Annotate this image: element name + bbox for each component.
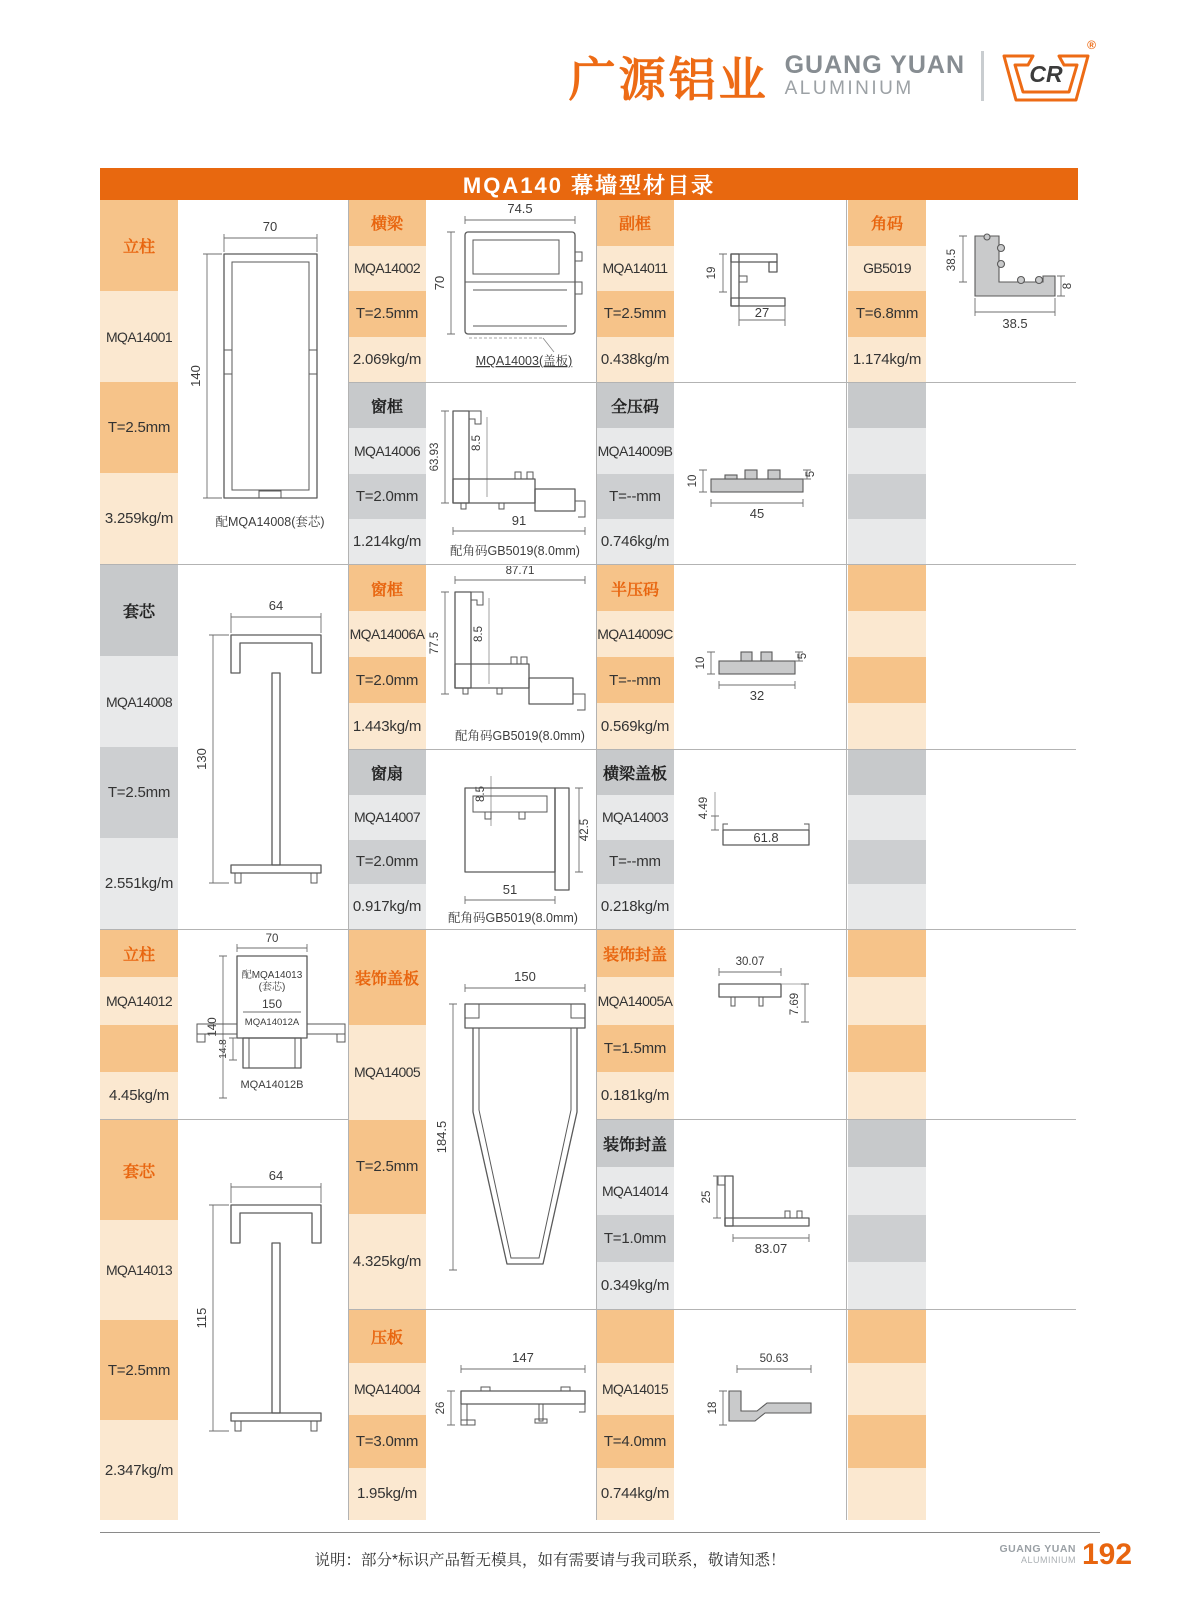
drawing-area (178, 930, 348, 1119)
footer-note: 说明：部分*标识产品暂无模具，如有需要请与我司联系，敬请知悉！ (314, 1552, 786, 1569)
empty-label-column (848, 565, 926, 749)
dim-inner: 8.5 (475, 785, 487, 802)
thickness-label: T=2.5mm (596, 291, 674, 337)
label-column (348, 1310, 426, 1520)
drawing-area (674, 750, 818, 929)
label-column (348, 200, 426, 382)
drawing-area (674, 1120, 818, 1309)
model-label: MQA14005 (348, 1025, 426, 1120)
category-label: 立柱 (100, 200, 178, 291)
category-label: 窗框 (348, 565, 426, 611)
brand-name-chinese: 广源铝业 (568, 52, 769, 106)
drawing-area (674, 1310, 818, 1520)
weight-label: 1.174kg/m (848, 337, 926, 383)
dim-tab: 5 (797, 652, 809, 660)
label-column (348, 930, 426, 1309)
dim-height: 130 (194, 748, 209, 770)
drawing-area (426, 1310, 596, 1520)
empty-cell (848, 1167, 926, 1214)
dim-height: 19 (706, 266, 718, 280)
empty-section (848, 1310, 1076, 1520)
dim-right: 42.5 (579, 818, 591, 841)
footer-divider (100, 1532, 1100, 1533)
weight-label: 1.95kg/m (348, 1468, 426, 1521)
weight-label: 1.443kg/m (348, 703, 426, 749)
section-mqa14015 (596, 1310, 818, 1520)
empty-cell (848, 657, 926, 703)
empty-cell (848, 1310, 926, 1363)
dim-width: 51 (502, 881, 518, 897)
thickness-label: T=2.0mm (348, 840, 426, 885)
dim-width: 27 (754, 305, 770, 320)
label-column (596, 1120, 674, 1309)
label-column (100, 565, 178, 929)
empty-section (848, 1120, 1076, 1310)
empty-drawing-area (926, 1120, 1076, 1309)
empty-cell (848, 565, 926, 611)
profile-drawing-mqa14005a (675, 932, 817, 1118)
brand-divider (981, 51, 984, 101)
dim-width: 61.8 (753, 829, 779, 845)
profile-drawing-mqa14014 (675, 1122, 817, 1308)
section-mqa14001 (100, 200, 348, 565)
category-label: 装饰封盖 (596, 930, 674, 977)
dim-height: 140 (188, 365, 203, 387)
empty-label-column (848, 750, 926, 929)
thickness-label: T=--mm (596, 840, 674, 885)
dim-width: 50.63 (759, 1352, 789, 1365)
dim-height: 63.93 (429, 442, 441, 471)
drawing-area (426, 750, 596, 929)
thickness-label: T=6.8mm (848, 291, 926, 337)
thickness-label: T=2.5mm (348, 1120, 426, 1215)
dim-width: 70 (265, 932, 279, 945)
gap-column (818, 930, 848, 1120)
thickness-label: T=2.5mm (100, 747, 178, 838)
empty-cell (848, 611, 926, 657)
category-label: 横梁盖板 (596, 750, 674, 795)
thickness-label: T=--mm (596, 657, 674, 703)
label-a: MQA14012A (244, 1016, 300, 1028)
dim-width: 150 (514, 968, 536, 984)
label-column (596, 750, 674, 929)
weight-label: 0.181kg/m (596, 1072, 674, 1119)
empty-label-column (848, 383, 926, 564)
model-label: MQA14014 (596, 1167, 674, 1214)
empty-section (848, 383, 1076, 565)
empty-cell (848, 1025, 926, 1072)
thickness-label: T=4.0mm (596, 1415, 674, 1468)
section-mqa14009c (596, 565, 818, 750)
profile-drawing-gb5019 (927, 202, 1075, 380)
drawing-area (178, 565, 348, 929)
weight-label: 0.569kg/m (596, 703, 674, 749)
empty-section (848, 750, 1076, 930)
drawing-area (178, 200, 348, 564)
dim-height: 70 (432, 275, 447, 291)
model-label: MQA14003 (596, 795, 674, 840)
drawing-caption: 配MQA14008(套芯) (215, 515, 325, 529)
weight-label: 2.551kg/m (100, 838, 178, 929)
section-mqa14011 (596, 200, 818, 383)
column-divider (348, 200, 349, 1520)
empty-cell (848, 1262, 926, 1309)
section-mqa14014 (596, 1120, 818, 1310)
brand-name-english (785, 52, 965, 100)
profile-drawing-mqa14003 (675, 752, 817, 928)
thickness-label: T=2.0mm (348, 657, 426, 703)
section-mqa14004 (348, 1310, 596, 1520)
empty-cell (848, 1072, 926, 1119)
weight-label: 0.746kg/m (596, 519, 674, 564)
drawing-area (426, 383, 596, 564)
dim-width: 64 (268, 598, 284, 613)
section-mqa14003 (596, 750, 818, 930)
category-label: 横梁 (348, 200, 426, 246)
model-label: MQA14009B (596, 428, 674, 473)
model-label: MQA14005A (596, 977, 674, 1024)
empty-cell (848, 703, 926, 749)
empty-cell (848, 840, 926, 885)
category-label: 装饰盖板 (348, 930, 426, 1025)
dim-inner: 8.5 (471, 434, 483, 451)
dim-height: 38.5 (946, 248, 958, 272)
profile-drawing-mqa14008 (179, 567, 347, 927)
dim-height: 25 (701, 1190, 713, 1203)
empty-drawing-area (926, 383, 1076, 564)
section-mqa14009b (596, 383, 818, 565)
empty-label-column (848, 930, 926, 1119)
dim-height: 140 (207, 1016, 219, 1037)
category-label: 角码 (848, 200, 926, 246)
weight-label: 1.214kg/m (348, 519, 426, 564)
empty-drawing-area (926, 1310, 1076, 1520)
label-column (848, 200, 926, 382)
empty-cell (848, 1415, 926, 1468)
profile-drawing-mqa14005 (427, 934, 595, 1306)
dim-thickness: 8 (1062, 282, 1074, 290)
model-label: MQA14011 (596, 246, 674, 292)
dim-small: 14.8 (218, 1038, 229, 1059)
profile-drawing-mqa14001 (179, 202, 347, 562)
weight-label: 4.325kg/m (348, 1214, 426, 1309)
footer-brand-line2: ALUMINIUM (1020, 1555, 1076, 1566)
column-divider (846, 200, 847, 1520)
label-column (348, 383, 426, 564)
empty-cell (848, 977, 926, 1024)
label-column (348, 565, 426, 749)
empty-cell (848, 795, 926, 840)
thickness-label: T=1.5mm (596, 1025, 674, 1072)
weight-label: 3.259kg/m (100, 473, 178, 564)
empty-section (848, 565, 1076, 750)
drawing-area (178, 1120, 348, 1520)
dim-width: 74.5 (507, 202, 533, 216)
profile-drawing-mqa14009b (675, 385, 817, 563)
column-divider (596, 200, 597, 1520)
weight-label: 0.917kg/m (348, 884, 426, 929)
catalog-title: MQA140 幕墙型材目录 (462, 172, 716, 198)
empty-drawing-area (926, 930, 1076, 1119)
section-mqa14012 (100, 930, 348, 1120)
gap-column (818, 200, 848, 383)
footer-brand-line1: GUANG YUAN (999, 1543, 1076, 1555)
section-mqa14005 (348, 930, 596, 1310)
section-mqa14005a (596, 930, 818, 1120)
weight-label: 0.349kg/m (596, 1262, 674, 1309)
dim-width: 45 (749, 505, 765, 521)
weight-label: 2.069kg/m (348, 337, 426, 383)
dim-height: 10 (687, 474, 699, 487)
weight-label: 2.347kg/m (100, 1420, 178, 1520)
section-mqa14006a (348, 565, 596, 750)
gap-column (818, 750, 848, 930)
dim-height: 77.5 (429, 631, 441, 655)
thickness-label (100, 1025, 178, 1072)
empty-cell (848, 1215, 926, 1262)
model-label: MQA14008 (100, 656, 178, 747)
company-logo-icon (1000, 38, 1096, 110)
drawing-caption: 配角码GB5019(8.0mm) (455, 729, 585, 743)
dim-width: 64 (268, 1167, 284, 1183)
empty-cell (848, 383, 926, 428)
drawing-area (674, 930, 818, 1119)
dim-width: 147 (512, 1349, 534, 1365)
profile-drawing-mqa14006a (427, 566, 595, 748)
model-label: MQA14009C (596, 611, 674, 657)
weight-label: 0.744kg/m (596, 1468, 674, 1521)
brand-header (568, 38, 1096, 110)
profile-table (100, 200, 1078, 1520)
empty-cell (848, 884, 926, 929)
cr-logo-icon (1000, 42, 1092, 110)
dim-height: 10 (695, 656, 707, 670)
dim-height: 18 (707, 1401, 719, 1414)
empty-cell (848, 1468, 926, 1521)
catalog-title-bar (100, 168, 1078, 200)
note-line1: 配MQA14013 (241, 969, 303, 981)
model-label: MQA14013 (100, 1220, 178, 1320)
dim-width: 70 (262, 219, 278, 234)
empty-label-column (848, 1310, 926, 1520)
section-mqa14007 (348, 750, 596, 930)
weight-label: 4.45kg/m (100, 1072, 178, 1119)
dim-width: 30.07 (735, 955, 765, 968)
model-label: MQA14012 (100, 977, 178, 1024)
gap-column (818, 1310, 848, 1520)
empty-cell (848, 750, 926, 795)
empty-drawing-area (926, 750, 1076, 929)
dim-height: 115 (194, 1307, 209, 1328)
category-label: 半压码 (596, 565, 674, 611)
dim-width: 91 (511, 512, 527, 528)
drawing-caption: MQA14003(盖板) (475, 354, 573, 368)
weight-label: 0.438kg/m (596, 337, 674, 383)
dim-height: 7.69 (789, 992, 801, 1015)
drawing-area (674, 565, 818, 749)
empty-cell (848, 428, 926, 473)
gap-column (818, 565, 848, 750)
dim-height: 184.5 (434, 1120, 449, 1153)
dim-tab: 5 (805, 470, 817, 477)
gap-column (818, 1120, 848, 1310)
thickness-label: T=2.0mm (348, 474, 426, 519)
dim-width: 83.07 (754, 1240, 788, 1256)
label-column (100, 1120, 178, 1520)
dim-height: 4.49 (698, 796, 710, 819)
label-column (100, 930, 178, 1119)
profile-drawing-mqa14011 (675, 202, 817, 380)
thickness-label: T=2.5mm (100, 1320, 178, 1420)
thickness-label: T=2.5mm (348, 291, 426, 337)
brand-english-line1: GUANG YUAN (784, 51, 965, 80)
registered-mark: ® (1087, 38, 1096, 52)
dim-height: 26 (435, 1401, 447, 1414)
category-label: 套芯 (100, 565, 178, 656)
category-label: 窗框 (348, 383, 426, 428)
empty-cell (848, 1120, 926, 1167)
profile-drawing-mqa14012 (179, 932, 347, 1118)
model-label: MQA14006A (348, 611, 426, 657)
dim-inner: 8.5 (473, 626, 485, 642)
weight-label: 0.218kg/m (596, 884, 674, 929)
label-column (596, 200, 674, 382)
model-label: MQA14007 (348, 795, 426, 840)
label-b: MQA14012B (240, 1078, 304, 1091)
label-column (348, 750, 426, 929)
profile-drawing-mqa14002 (427, 202, 595, 380)
category-label: 全压码 (596, 383, 674, 428)
dim-mid: 150 (261, 996, 283, 1011)
dim-width: 38.5 (1002, 316, 1028, 331)
profile-drawing-mqa14009c (675, 567, 817, 747)
brand-english-line2: ALUMINIUM (784, 78, 914, 100)
category-label: 副框 (596, 200, 674, 246)
drawing-area (674, 200, 818, 382)
thickness-label: T=1.0mm (596, 1215, 674, 1262)
dim-width: 87.71 (505, 566, 535, 577)
category-label (596, 1310, 674, 1363)
footer-brand (990, 1543, 1076, 1565)
model-label: GB5019 (848, 246, 926, 292)
category-label: 压板 (348, 1310, 426, 1363)
drawing-area (926, 200, 1076, 382)
category-label: 套芯 (100, 1120, 178, 1220)
model-label: MQA14015 (596, 1363, 674, 1416)
logo-letters: CR (1029, 61, 1063, 87)
thickness-label: T=2.5mm (100, 382, 178, 473)
label-column (100, 200, 178, 564)
section-mqa14006 (348, 383, 596, 565)
model-label: MQA14004 (348, 1363, 426, 1416)
drawing-caption: 配角码GB5019(8.0mm) (450, 543, 580, 558)
category-label: 装饰封盖 (596, 1120, 674, 1167)
profile-drawing-mqa14004 (427, 1313, 595, 1518)
profile-drawing-mqa14006 (427, 385, 595, 563)
category-label: 窗扇 (348, 750, 426, 795)
model-label: MQA14006 (348, 428, 426, 473)
thickness-label: T=--mm (596, 474, 674, 519)
model-label: MQA14001 (100, 291, 178, 382)
section-mqa14008 (100, 565, 348, 930)
empty-drawing-area (926, 565, 1076, 749)
profile-drawing-mqa14007 (427, 752, 595, 928)
category-label: 立柱 (100, 930, 178, 977)
drawing-area (426, 930, 596, 1309)
drawing-caption: 配角码GB5019(8.0mm) (448, 910, 578, 925)
empty-label-column (848, 1120, 926, 1309)
drawing-area (426, 200, 596, 382)
section-gb5019 (848, 200, 1076, 383)
empty-cell (848, 1363, 926, 1416)
profile-drawing-mqa14013 (179, 1123, 347, 1518)
empty-cell (848, 930, 926, 977)
drawing-area (426, 565, 596, 749)
drawing-area (674, 383, 818, 564)
model-label: MQA14002 (348, 246, 426, 292)
thickness-label: T=3.0mm (348, 1415, 426, 1468)
empty-cell (848, 519, 926, 564)
label-column (596, 383, 674, 564)
dim-width: 32 (749, 688, 765, 703)
label-column (596, 930, 674, 1119)
section-mqa14002 (348, 200, 596, 383)
empty-section (848, 930, 1076, 1120)
gap-column (818, 383, 848, 565)
page-number: 192 (1082, 1538, 1133, 1571)
profile-drawing-mqa14015 (675, 1313, 817, 1518)
note-line2: (套芯) (258, 981, 286, 993)
label-column (596, 565, 674, 749)
label-column (596, 1310, 674, 1520)
section-mqa14013 (100, 1120, 348, 1520)
empty-cell (848, 474, 926, 519)
